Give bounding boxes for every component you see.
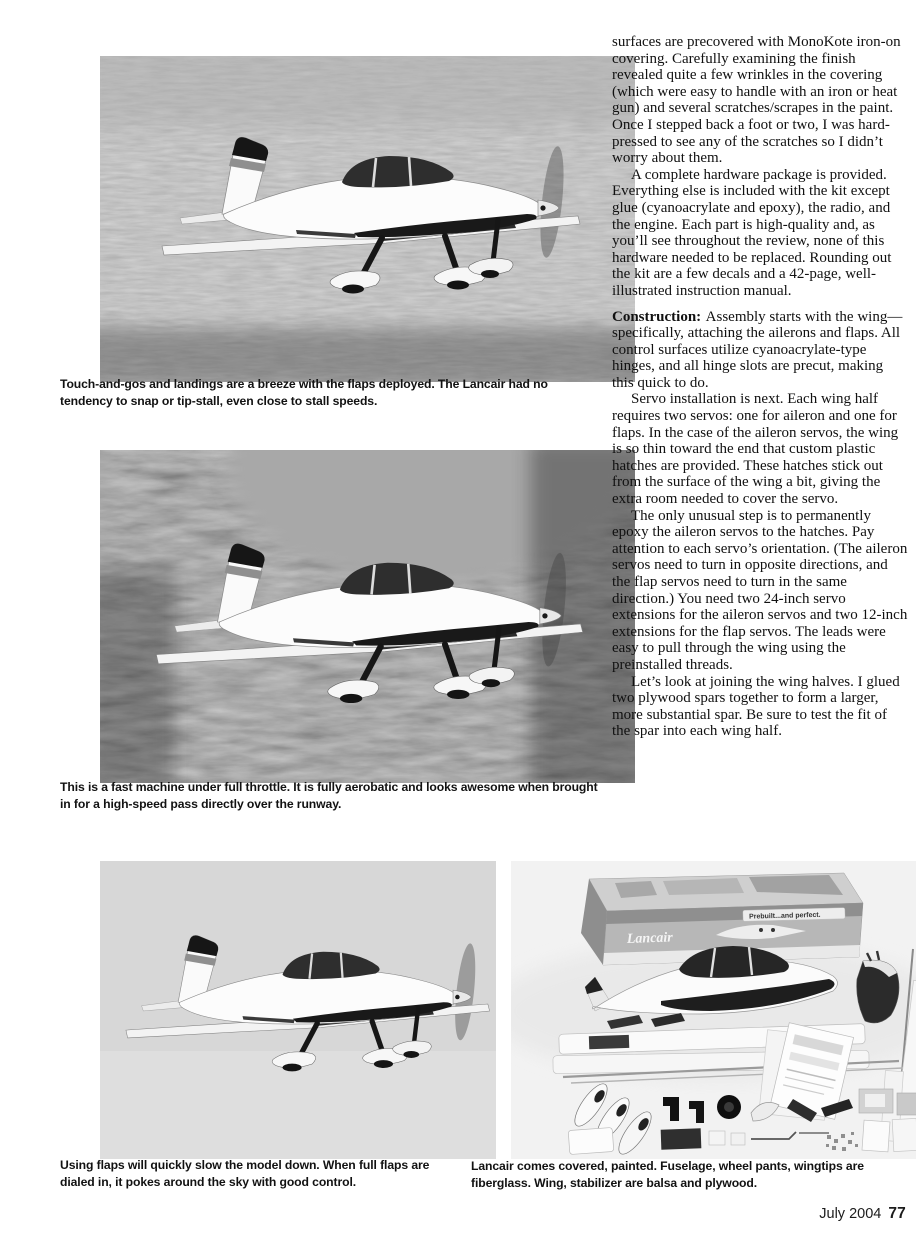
caption-flaps: Using flaps will quickly slow the model down. When full flaps are dialed in, it pokes around the sky with good control.	[60, 1158, 430, 1189]
airplane-over-grass-illustration	[100, 56, 635, 382]
article-paragraph: The only unusual step is to permanently epoxy the aileron servos to the hatches. Pay attention to each servo’s orientation. (The aileron servos need to turn in opposite directions, and the flap servos need to turn in the same direction.) You need two 24-inch servo extensions for the aileron servos and two 12-inch extensions for the flap servos. The leads were easy to pull through the wing using the preinstalled threads.	[612, 507, 908, 673]
article-column	[612, 34, 908, 740]
article-paragraph: Let’s look at joining the wing halves. I glued two plywood spars together to form a larger, more substantial spar. Be sure to test the fit of the spar into each wing half.	[612, 673, 900, 740]
airplane-over-trees-illustration	[100, 450, 635, 783]
caption-landing-pass: Touch-and-gos and landings are a breeze with the flaps deployed. The Lancair had no tendency to snap or tip-stall, even close to stall speeds.	[60, 377, 548, 408]
photo-flaps	[100, 861, 496, 1159]
issue-date: July 2004	[819, 1206, 882, 1222]
page-number: 77	[888, 1205, 906, 1222]
box-brand: Lancair	[626, 930, 674, 947]
photo-landing-pass	[100, 56, 635, 382]
kit-contents-illustration	[511, 861, 916, 1159]
article-paragraph: Servo installation is next. Each wing half requires two servos: one for aileron and one for flaps. In the case of the aileron servos, the wing is so thin toward the end that custom plastic hatches are provided. These hatches stick out from the surface of the wing a bit, giving the extra room needed to cover the servo.	[612, 391, 899, 508]
caption-speed-pass: This is a fast machine under full throttle. It is fully aerobatic and looks awesome when brought in for a high-speed pass directly over the runway.	[60, 780, 598, 811]
article-paragraph-construction	[612, 309, 908, 392]
photo-kit-contents	[511, 861, 916, 1159]
construction-heading: Construction:	[612, 308, 702, 325]
page-footer	[562, 1205, 906, 1223]
article-paragraph: A complete hardware package is provided. Everything else is included with the kit except glue (cyanoacrylate and epoxy), the radio, and the engine. Each part is high-quality and, as you’ll see throughout the review, none of this hardware needed to be replaced. Rounding out the kit are a few decals and a 42-page, well-illustrated instruction manual.	[612, 166, 892, 299]
photo-speed-pass	[100, 450, 635, 783]
airplane-in-sky-illustration	[100, 861, 496, 1159]
article-paragraph: surfaces are precovered with MonoKote iron-on covering. Carefully examining the finish revealed quite a few wrinkles in the covering (which were easy to handle with an iron or heat gun) and several scratches/scrapes in the paint. Once I stepped back a foot or two, I was hard-pressed to see any of the scratches so I didn’t worry about them.	[612, 34, 901, 167]
construction-text: Assembly starts with the wing—specifically, attaching the ailerons and flaps. All control surfaces utilize cyanoacrylate-type hinges, and all hinge slots are precut, making this quick to do.	[612, 308, 903, 391]
caption-kit-contents: Lancair comes covered, painted. Fuselage, wheel pants, wingtips are fiberglass. Wing, stabilizer are balsa and plywood.	[471, 1159, 864, 1190]
box-tagline: Prebuilt...and perfect.	[748, 911, 821, 921]
